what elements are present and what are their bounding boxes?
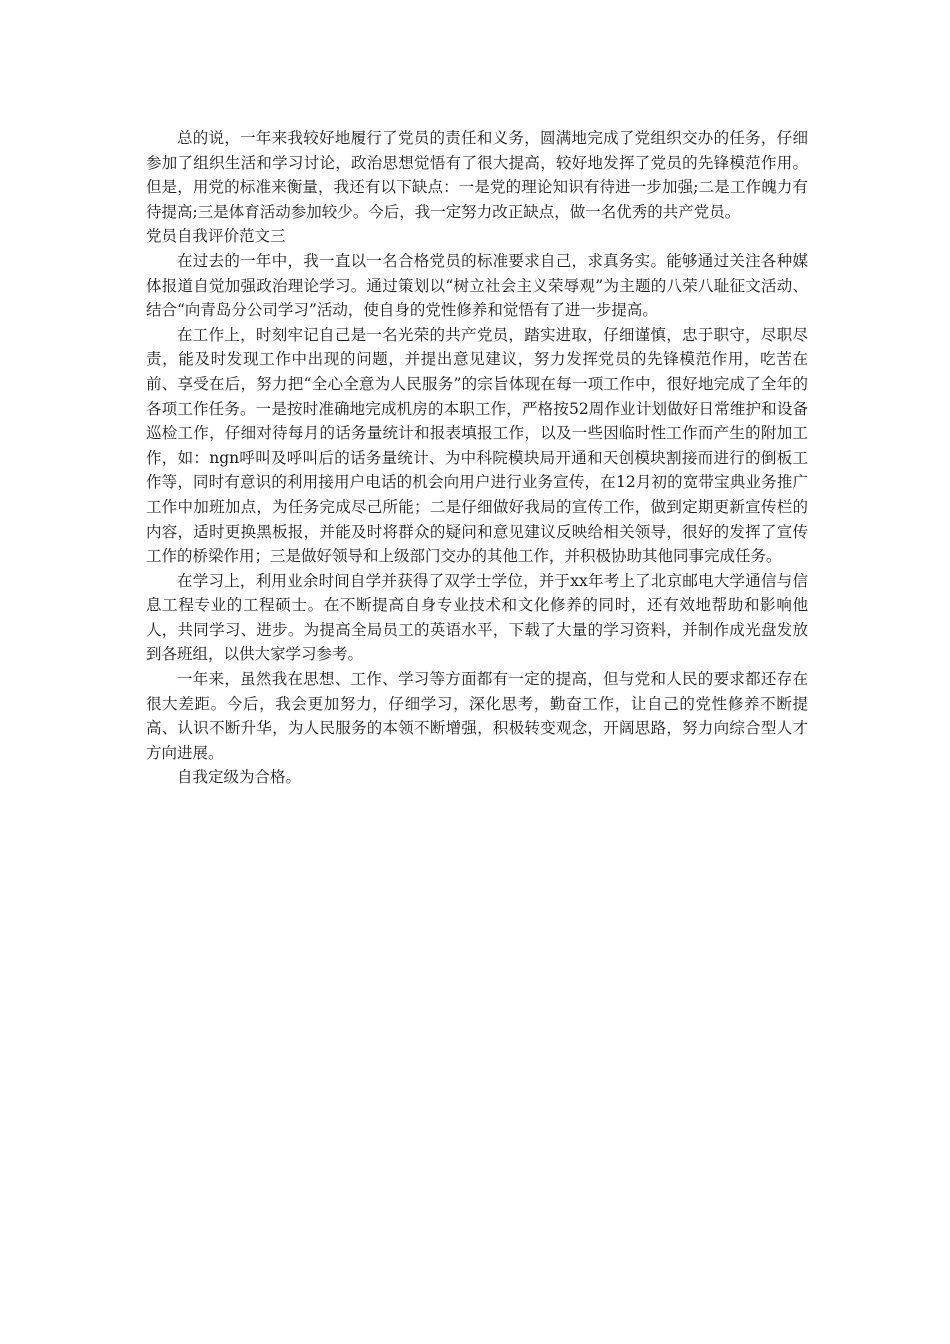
- section-title: 党员自我评价范文三: [146, 227, 286, 246]
- paragraph-self-rating: 自我定级为合格。: [177, 768, 302, 787]
- paragraph-work: 在工作上，时刻牢记自己是一名光荣的共产党员，踏实进取，仔细谨慎，忠于职守，尽职尽责，能及时发现工作中出现的问题，并提出意见建议，努力发挥党员的先锋模范作用，吃苦在前、享受在后，努力把“全心全意为人民服务”的宗旨体现在每一项工作中，很好地完成了全年的各项工作任务。一是按时准确地完成机房的本职工作，严格按52周作业计划做好日常维护和设备巡检工作，仔细对待每月的话务量统计和报表填报工作，以及一些因临时性工作而产生的附加工作，如：ngn呼叫及呼叫后的话务量统计、为中科院模块局开通和天创模块割接而进行的倒板工作等，同时有意识的利用接用户电话的机会向用户进行业务宣传，在12月初的宽带宝典业务推广工作中加班加点，为任务完成尽己所能；二是仔细做好我局的宣传工作，做到定期更新宣传栏的内容，适时更换黑板报，并能及时将群众的疑问和意见建议反映给相关领导，很好的发挥了宣传工作的桥梁作用；三是做好领导和上级部门交办的其他工作，并积极协助其他同事完成任务。: [146, 325, 808, 566]
- paragraph-study: 在学习上，利用业余时间自学并获得了双学士学位，并于xx年考上了北京邮电大学通信与信息工程专业的工程硕士。在不断提高自身专业技术和文化修养的同时，还有效地帮助和影响他人，共同学习、进步。为提高全局员工的英语水平，下载了大量的学习资料，并制作成光盘发放到各班组，以供大家学习参考。: [146, 571, 808, 664]
- intro-paragraph: 总的说，一年来我较好地履行了党员的责任和义务，圆满地完成了党组织交办的任务，仔细参加了组织生活和学习讨论，政治思想觉悟有了很大提高，较好地发挥了党员的先锋模范作用。但是，用党的标准来衡量，我还有以下缺点：一是党的理论知识有待进一步加强;二是工作魄力有待提高;三是体育活动参加较少。今后，我一定努力改正缺点，做一名优秀的共产党员。: [146, 129, 808, 221]
- paragraph-political-study: 在过去的一年中，我一直以一名合格党员的标准要求自己，求真务实。能够通过关注各种媒体报道自觉加强政治理论学习。通过策划以“树立社会主义荣辱观”为主题的八荣八耻征文活动、结合“向青岛分公司学习”活动，使自身的党性修养和觉悟有了进一步提高。: [146, 251, 808, 320]
- document-body: [146, 126, 808, 790]
- paragraph-summary: 一年来，虽然我在思想、工作、学习等方面都有一定的提高，但与党和人民的要求都还存在很大差距。今后，我会更加努力，仔细学习，深化思考，勤奋工作，让自己的党性修养不断提高、认识不断升华，为人民服务的本领不断增强，积极转变观念，开阔思路，努力向综合型人才方向进展。: [146, 670, 808, 762]
